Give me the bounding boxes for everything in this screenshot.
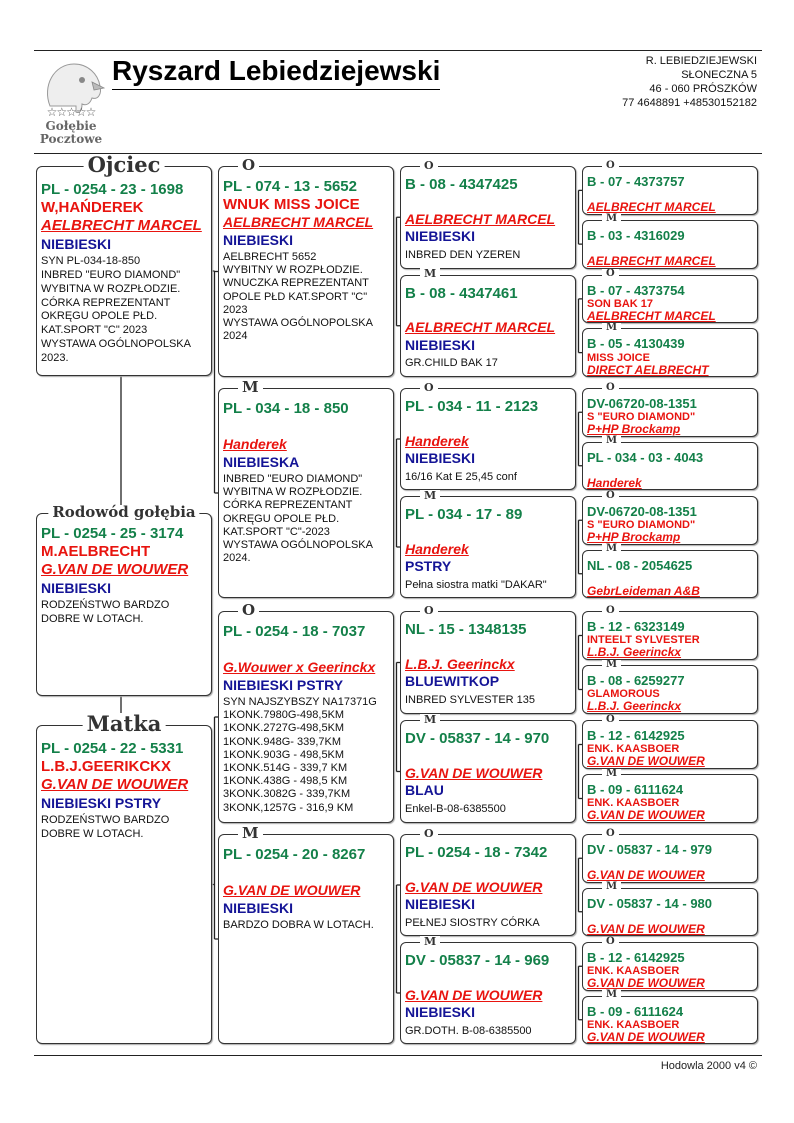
card-label: O bbox=[420, 828, 438, 839]
pigeon-name: GLAMOROUS bbox=[587, 688, 660, 701]
plumage-color: NIEBIESKA bbox=[223, 453, 300, 470]
breeder-name: G.VAN DE WOUWER bbox=[587, 868, 705, 883]
card-label: O bbox=[602, 161, 619, 171]
pigeon-name: W,HAŃDEREK bbox=[41, 199, 144, 216]
pigeon-name: ENK. KAASBOER bbox=[587, 1018, 680, 1031]
ancestor-card[interactable] bbox=[218, 166, 394, 377]
ancestor-card[interactable] bbox=[582, 275, 758, 324]
card-label: O bbox=[602, 383, 619, 393]
breeder-name: AELBRECHT MARCEL bbox=[41, 217, 202, 234]
card-label: O bbox=[602, 829, 619, 839]
card-label: O bbox=[602, 491, 619, 501]
ancestor-card[interactable] bbox=[400, 834, 576, 936]
ring-number: PL - 0254 - 25 - 3174 bbox=[41, 525, 184, 542]
logo-text-line2: Pocztowe bbox=[39, 132, 103, 146]
card-label: M bbox=[238, 826, 263, 841]
card-label: M bbox=[602, 769, 621, 779]
ring-number: B - 12 - 6323149 bbox=[587, 619, 685, 634]
plumage-color: PSTRY bbox=[405, 558, 452, 575]
breeder-name: G.VAN DE WOUWER bbox=[405, 878, 543, 895]
pigeon-name: L.B.J.GEERIKCKX bbox=[41, 758, 172, 775]
pedigree-notes: Enkel-B-08-6385500 bbox=[405, 802, 506, 815]
pedigree-notes: SYN NAJSZYBSZY NA17371G 1KONK.7980G-498,5KM 1KONK.2727G-498,5KM 1KONK.948G- 339,7KM 1KONK.903G - 498,5KM 1KONK.514G - 339,7 KM 1KONK.438G - 498,5 KM 3KONK.3082G - 339,7KM 3KONK,1257G - 316,9 KM bbox=[223, 696, 377, 814]
pigeon-name: WNUK MISS JOICE bbox=[223, 196, 360, 213]
ring-number: B - 05 - 4130439 bbox=[587, 336, 685, 352]
card-label: O bbox=[602, 715, 619, 725]
ancestor-card[interactable] bbox=[400, 611, 576, 714]
card-label: M bbox=[238, 380, 263, 395]
ancestor-card[interactable] bbox=[582, 611, 758, 660]
breeder-name: G.VAN DE WOUWER bbox=[41, 561, 189, 578]
ring-number: B - 08 - 4347461 bbox=[405, 284, 518, 302]
pigeon-name: S "EURO DIAMOND" bbox=[587, 411, 696, 424]
ancestor-card[interactable] bbox=[582, 720, 758, 769]
ancestor-card[interactable] bbox=[582, 220, 758, 269]
pigeon-name bbox=[405, 303, 571, 320]
breeder-name: L.B.J. Geerinckx bbox=[587, 645, 682, 660]
pedigree-notes: SYN PL-034-18-850 INBRED "EURO DIAMOND" WYBITNA W ROZPŁODZIE. CÓRKA REPREZENTANT OKRĘGU OPOLE PŁD. KAT.SPORT "C" 2023 WYSTAWA OGÓLNOPOLSKA 2023. bbox=[41, 255, 191, 364]
ring-number: B - 07 - 4373757 bbox=[587, 174, 685, 189]
pedigree-notes: GR.DOTH. B-08-6385500 bbox=[405, 1024, 532, 1037]
pigeon-name: ENK. KAASBOER bbox=[587, 743, 680, 756]
ring-number: PL - 0254 - 22 - 5331 bbox=[41, 740, 184, 757]
ancestor-card[interactable] bbox=[582, 665, 758, 714]
card-label: M bbox=[602, 990, 621, 1000]
breeder-name: G.VAN DE WOUWER bbox=[405, 764, 543, 781]
pedigree-notes: RODZEŃSTWO BARDZO DOBRE W LOTACH. bbox=[41, 814, 170, 840]
ancestor-card[interactable] bbox=[582, 996, 758, 1045]
pedigree-notes: Pełna siostra matki "DAKAR" bbox=[405, 578, 547, 591]
breeder-name: P+HP Brockamp bbox=[587, 422, 681, 437]
breeder-name: G.VAN DE WOUWER bbox=[587, 754, 705, 769]
breeder-name: G.VAN DE WOUWER bbox=[587, 808, 705, 823]
pedigree-notes: INBRED DEN YZEREN bbox=[405, 248, 521, 261]
ancestor-card[interactable] bbox=[582, 942, 758, 991]
footer-credit: Hodowla 2000 v4 © bbox=[660, 1060, 757, 1072]
ancestor-card[interactable] bbox=[218, 388, 394, 598]
ring-number: PL - 0254 - 18 - 7037 bbox=[223, 623, 366, 640]
ancestor-card[interactable] bbox=[582, 166, 758, 215]
address-line: 77 4648891 +48530152182 bbox=[622, 97, 757, 109]
card-label: M bbox=[602, 214, 621, 224]
breeder-name: Handerek bbox=[223, 436, 287, 452]
breeder-name: AELBRECHT MARCEL bbox=[587, 308, 716, 323]
address-line: R. LEBIEDZIEJEWSKI bbox=[645, 55, 757, 67]
breeder-name: L.B.J. Geerinckx bbox=[405, 655, 515, 672]
card-label: Matka bbox=[83, 713, 166, 734]
pedigree-notes: INBRED SYLVESTER 135 bbox=[405, 693, 536, 706]
ring-number: PL - 034 - 03 - 4043 bbox=[587, 449, 704, 465]
pigeon-name: SON BAK 17 bbox=[587, 297, 654, 310]
ring-number: DV-06720-08-1351 bbox=[587, 396, 697, 411]
address-line: SŁONECZNA 5 bbox=[681, 69, 757, 81]
plumage-color: NIEBIESKI bbox=[41, 235, 112, 252]
ring-number: DV - 05837 - 14 - 980 bbox=[587, 895, 713, 911]
card-label: M bbox=[602, 436, 621, 446]
pigeon-name bbox=[405, 748, 571, 765]
ring-number: PL - 0254 - 18 - 7342 bbox=[405, 844, 548, 861]
ancestor-card[interactable] bbox=[582, 834, 758, 883]
plumage-color: NIEBIESKI bbox=[405, 1004, 476, 1021]
card-label: M bbox=[420, 714, 440, 725]
card-label: O bbox=[420, 382, 438, 393]
ring-number: B - 09 - 6111624 bbox=[587, 1003, 684, 1019]
pedigree-notes: PEŁNEJ SIOSTRY CÓRKA bbox=[405, 916, 540, 929]
breeder-name: P+HP Brockamp bbox=[587, 530, 681, 545]
breeder-name: G.VAN DE WOUWER bbox=[587, 1029, 705, 1044]
pigeon-name bbox=[405, 194, 571, 211]
breeder-name: Handerek bbox=[587, 475, 642, 490]
logo-text-line1: Gołębie bbox=[45, 119, 97, 133]
card-label: O bbox=[602, 269, 619, 279]
plumage-color: NIEBIESKI PSTRY bbox=[41, 794, 162, 811]
ancestor-card[interactable] bbox=[582, 388, 758, 437]
sire-card[interactable] bbox=[36, 166, 212, 376]
pedigree-notes: RODZEŃSTWO BARDZO DOBRE W LOTACH. bbox=[41, 599, 170, 625]
plumage-color: NIEBIESKI bbox=[405, 450, 476, 467]
pigeon-name: S "EURO DIAMOND" bbox=[587, 519, 696, 532]
logo-stars: ☆☆☆☆☆ bbox=[46, 105, 96, 119]
breeder-name: GebrLeideman A&B bbox=[587, 583, 700, 598]
pedigree-notes: 16/16 Kat E 25,45 conf bbox=[405, 470, 517, 483]
pedigree-notes: BARDZO DOBRA W LOTACH. bbox=[223, 919, 374, 931]
ring-number: DV - 05837 - 14 - 970 bbox=[405, 730, 550, 747]
breeder-name: AELBRECHT MARCEL bbox=[223, 214, 374, 230]
ancestor-card[interactable] bbox=[400, 388, 576, 490]
plumage-color: NIEBIESKI bbox=[223, 231, 294, 248]
card-label: O bbox=[238, 603, 259, 618]
ancestor-card[interactable] bbox=[582, 328, 758, 377]
ring-number: PL - 0254 - 20 - 8267 bbox=[223, 846, 366, 863]
breeder-name: G.VAN DE WOUWER bbox=[41, 776, 189, 793]
ring-number: PL - 034 - 11 - 2123 bbox=[405, 398, 539, 415]
pigeon-name: ENK. KAASBOER bbox=[587, 965, 680, 978]
plumage-color: BLAU bbox=[405, 782, 444, 799]
ancestor-card[interactable] bbox=[400, 720, 576, 823]
pigeon-name bbox=[405, 639, 571, 656]
pigeon-name: MISS JOICE bbox=[587, 351, 650, 364]
ring-number: B - 03 - 4316029 bbox=[587, 227, 685, 243]
pedigree-notes: INBRED "EURO DIAMOND" WYBITNA W ROZPŁODZIE. CÓRKA REPREZENTANT OKRĘGU OPOLE PŁD. KAT.SPORT "C"-2023 WYSTAWA OGÓLNOPOLSKA 2024. bbox=[223, 473, 373, 565]
pigeon-name bbox=[405, 524, 571, 541]
card-label: O bbox=[602, 937, 619, 947]
card-label: M bbox=[420, 490, 440, 501]
page-title: Ryszard Lebiedziejewski bbox=[112, 54, 440, 90]
ring-number: PL - 074 - 13 - 5652 bbox=[223, 178, 357, 195]
pigeon-name bbox=[405, 862, 571, 879]
ancestor-card[interactable] bbox=[582, 774, 758, 823]
breeder-name: Handerek bbox=[405, 540, 469, 557]
ancestor-card[interactable] bbox=[218, 611, 394, 823]
breeder-name: G.Wouwer x Geerinckx bbox=[223, 659, 376, 675]
address-line: 46 - 060 PRÓSZKÓW bbox=[649, 83, 757, 95]
card-label: O bbox=[420, 160, 438, 171]
plumage-color: NIEBIESKI bbox=[223, 899, 294, 916]
ring-number: DV-06720-08-1351 bbox=[587, 504, 697, 519]
pigeon-name bbox=[223, 864, 389, 882]
ancestor-card[interactable] bbox=[582, 888, 758, 937]
pigeon-name: M.AELBRECHT bbox=[41, 543, 151, 560]
ring-number: B - 08 - 6259277 bbox=[587, 673, 685, 688]
breeder-name: AELBRECHT MARCEL bbox=[587, 254, 716, 269]
card-label: M bbox=[602, 882, 621, 892]
plumage-color: NIEBIESKI PSTRY bbox=[223, 676, 344, 693]
plumage-color: NIEBIESKI bbox=[405, 228, 476, 245]
ring-number: B - 08 - 4347425 bbox=[405, 176, 518, 193]
breeder-name: G.VAN DE WOUWER bbox=[223, 882, 361, 898]
ring-number: B - 12 - 6142925 bbox=[587, 950, 685, 965]
breeder-name: Handerek bbox=[405, 432, 469, 449]
card-label: M bbox=[602, 660, 621, 670]
pigeon-name: ENK. KAASBOER bbox=[587, 797, 680, 810]
ring-number: PL - 034 - 17 - 89 bbox=[405, 506, 523, 523]
pigeon-name bbox=[223, 418, 389, 436]
ring-number: PL - 0254 - 23 - 1698 bbox=[41, 181, 184, 198]
card-label: M bbox=[602, 544, 621, 554]
breeder-name: AELBRECHT MARCEL bbox=[405, 210, 556, 227]
card-label: Ojciec bbox=[84, 154, 165, 175]
card-label: M bbox=[420, 936, 440, 947]
breeder-name: AELBRECHT MARCEL bbox=[587, 200, 716, 215]
ring-number: NL - 15 - 1348135 bbox=[405, 621, 527, 638]
ancestor-card[interactable] bbox=[582, 442, 758, 491]
breeder-name: L.B.J. Geerinckx bbox=[587, 699, 682, 714]
plumage-color: NIEBIESKI bbox=[405, 336, 476, 353]
breeder-name: G.VAN DE WOUWER bbox=[587, 921, 705, 936]
ancestor-card[interactable] bbox=[582, 550, 758, 599]
ring-number: B - 12 - 6142925 bbox=[587, 728, 685, 743]
pedigree-notes: GR.CHILD BAK 17 bbox=[405, 357, 498, 370]
pedigree-notes: AELBRECHT 5652 WYBITNY W ROZPŁODZIE. WNUCZKA REPREZENTANT OPOLE PŁD KAT.SPORT "C" 2023 WYSTAWA OGÓLNOPOLSKA 2024 bbox=[223, 251, 373, 343]
pigeon-name bbox=[405, 970, 571, 987]
pigeon-name bbox=[405, 416, 571, 433]
ring-number: DV - 05837 - 14 - 979 bbox=[587, 842, 713, 857]
card-label: Rodowód gołębia bbox=[48, 505, 199, 520]
ancestor-card[interactable] bbox=[400, 275, 576, 378]
card-label: M bbox=[602, 323, 621, 333]
ancestor-card[interactable] bbox=[582, 496, 758, 545]
ancestor-card[interactable] bbox=[400, 942, 576, 1044]
plumage-color: BLUEWITKOP bbox=[405, 673, 500, 690]
ring-number: B - 07 - 4373754 bbox=[587, 282, 685, 298]
card-label: O bbox=[420, 605, 438, 616]
card-label: O bbox=[602, 606, 619, 616]
breeder-name: DIRECT AELBRECHT bbox=[587, 362, 709, 377]
breeder-name: G.VAN DE WOUWER bbox=[405, 986, 543, 1003]
plumage-color: NIEBIESKI bbox=[405, 896, 476, 913]
dam-card[interactable] bbox=[36, 725, 212, 1044]
ancestor-card[interactable] bbox=[400, 496, 576, 598]
breeder-name: AELBRECHT MARCEL bbox=[405, 319, 556, 336]
ring-number: B - 09 - 6111624 bbox=[587, 782, 684, 797]
ancestor-card[interactable] bbox=[400, 166, 576, 269]
card-label: O bbox=[238, 158, 259, 173]
ring-number: DV - 05837 - 14 - 969 bbox=[405, 952, 550, 969]
ancestor-card[interactable] bbox=[218, 834, 394, 1044]
ring-number: PL - 034 - 18 - 850 bbox=[223, 400, 349, 417]
subject-card[interactable] bbox=[36, 513, 212, 696]
ring-number: NL - 08 - 2054625 bbox=[587, 557, 693, 573]
pigeon-name: INTEELT SYLVESTER bbox=[587, 634, 700, 647]
breeder-name: G.VAN DE WOUWER bbox=[587, 976, 705, 991]
plumage-color: NIEBIESKI bbox=[41, 579, 112, 596]
pigeon-name bbox=[223, 641, 389, 659]
card-label: M bbox=[420, 268, 440, 279]
